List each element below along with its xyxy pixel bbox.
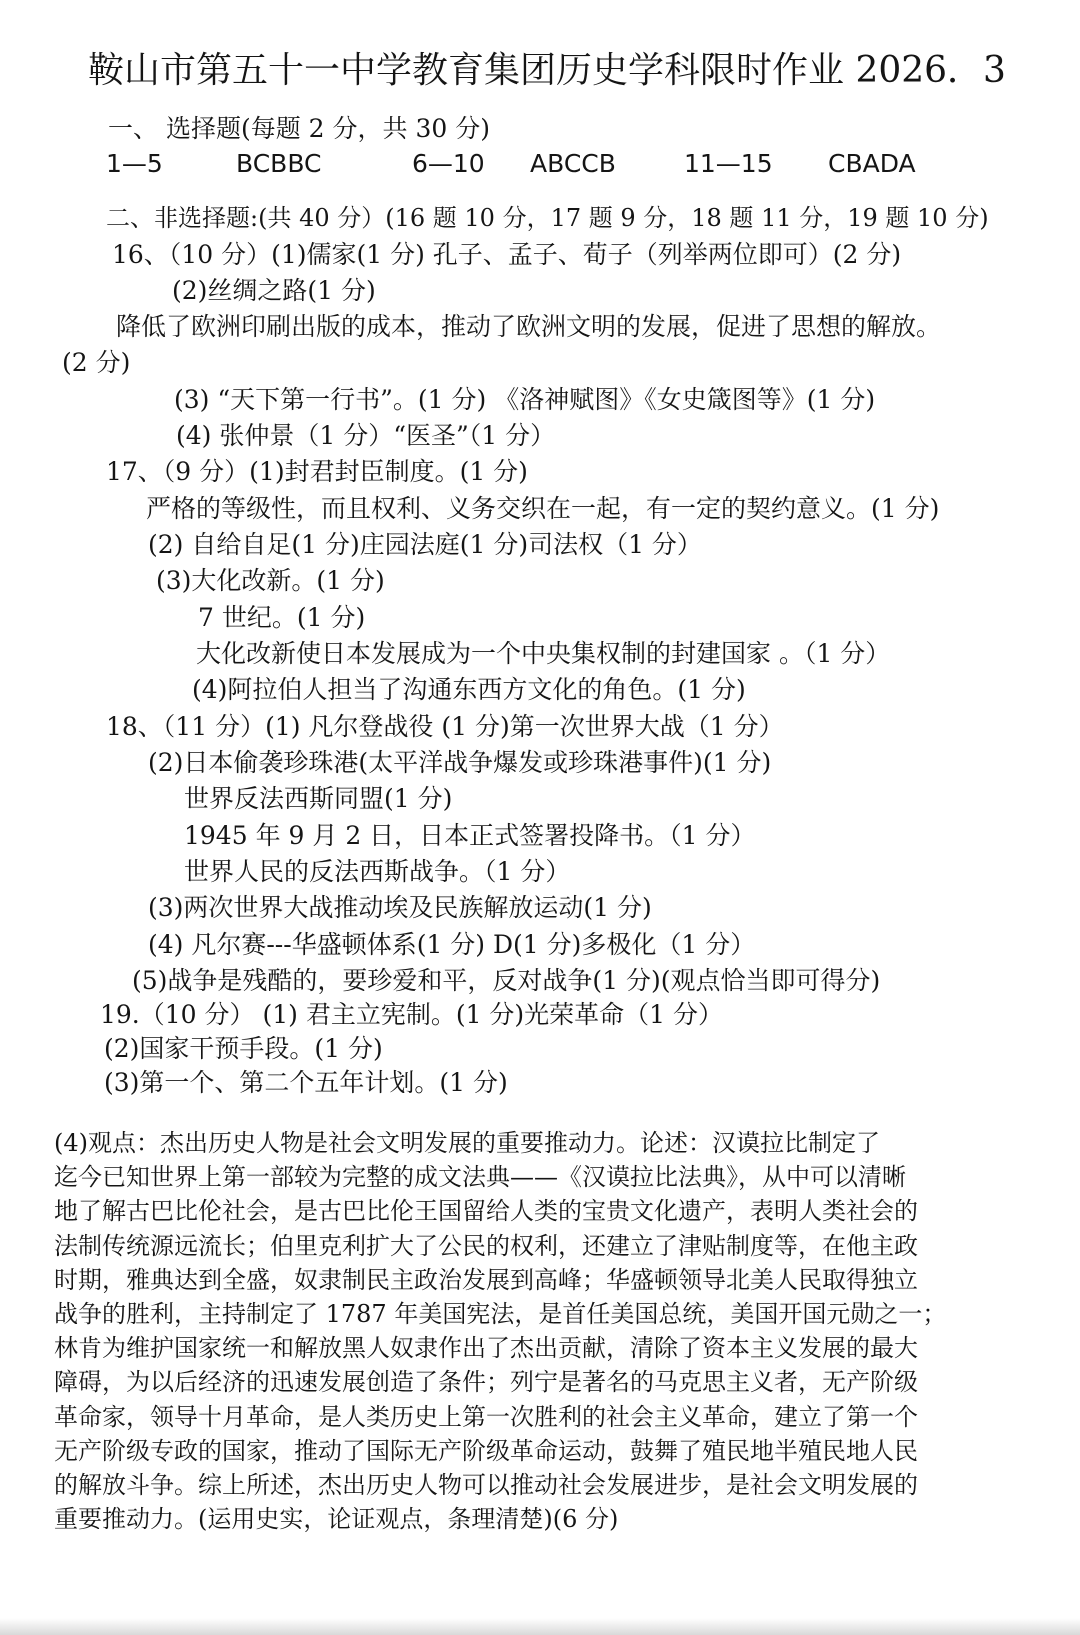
choice-key-1: BCBBC [236,149,322,178]
q16-line-6: (4) 张仲景（1 分）“医圣”（1 分） [176,421,556,450]
essay-line: 的解放斗争。综上所述，杰出历史人物可以推动社会发展进步，是社会文明发展的 [54,1471,918,1500]
q17-line-4: (3)大化改新。(1 分) [156,566,385,595]
q18-line-3: 世界反法西斯同盟(1 分) [184,784,453,813]
essay-line: (4)观点：杰出历史人物是社会文明发展的重要推动力。论述：汉谟拉比制定了 [54,1129,880,1157]
q17-line-3: (2) 自给自足(1 分)庄园法庭(1 分)司法权（1 分） [148,530,702,559]
q18-line-5: 世界人民的反法西斯战争。（1 分） [184,857,571,886]
section1-heading: 一、 选择题(每题 2 分，共 30 分) [108,114,490,143]
q17-line-2: 严格的等级性，而且权利、义务交织在一起，有一定的契约意义。(1 分) [146,494,940,523]
essay-line: 法制传统源远流长；伯里克利扩大了公民的权利，还建立了津贴制度等，在他主政 [54,1231,918,1260]
q16-line-5: (3) “天下第一行书”。(1 分) 《洛神赋图》《女史箴图等》(1 分) [174,385,876,414]
essay-line: 时期，雅典达到全盛，奴隶制民主政治发展到高峰；华盛顿领导北美人民取得独立 [54,1265,918,1294]
q18-line-4: 1945 年 9 月 2 日，日本正式签署投降书。（1 分） [184,821,756,850]
choice-range-3: 11—15 [684,149,773,178]
q16-line-3: 降低了欧洲印刷出版的成本，推动了欧洲文明的发展，促进了思想的解放。 [116,312,942,341]
q17-line-5: 7 世纪。(1 分) [198,603,366,632]
q19-essay-answer [54,1126,1029,1536]
q17-line-7: (4)阿拉伯人担当了沟通东西方文化的角色。(1 分) [192,675,746,704]
q19-line-3: (3)第一个、第二个五年计划。(1 分) [104,1068,508,1097]
q18-line-8: (5)战争是残酷的，要珍爱和平，反对战争(1 分)(观点恰当即可得分) [132,966,881,995]
essay-line: 战争的胜利，主持制定了 1787 年美国宪法，是首任美国总统，美国开国元勋之一； [54,1300,947,1329]
essay-line: 无产阶级专政的国家，推动了国际无产阶级革命运动，鼓舞了殖民地半殖民地人民 [54,1436,918,1465]
choice-range-1: 1—5 [106,149,163,178]
q19-line-1: 19.（10 分） (1) 君主立宪制。(1 分)光荣革命（1 分） [100,1000,724,1029]
q19-line-2: (2)国家干预手段。(1 分) [104,1034,383,1063]
essay-line: 迄今已知世界上第一部较为完整的成文法典——《汉谟拉比法典》，从中可以清晰 [54,1163,906,1192]
q16-line-4: (2 分) [62,348,131,377]
q17-line-6: 大化改新使日本发展成为一个中央集权制的封建国家 。（1 分） [196,639,891,668]
choice-range-2: 6—10 [412,149,485,178]
q17-line-1: 17、（9 分）(1)封君封臣制度。(1 分) [106,457,528,486]
q18-line-2: (2)日本偷袭珍珠港(太平洋战争爆发或珍珠港事件)(1 分) [148,748,772,777]
q16-line-2: (2)丝绸之路(1 分) [172,276,376,305]
essay-line: 重要推动力。(运用史实，论证观点，条理清楚)(6 分) [54,1505,619,1534]
q18-line-6: (3)两次世界大战推动埃及民族解放运动(1 分) [148,893,652,922]
essay-line: 革命家，领导十月革命，是人类历史上第一次胜利的社会主义革命，建立了第一个 [54,1402,918,1431]
q18-line-7: (4) 凡尔赛---华盛顿体系(1 分) D(1 分)多极化（1 分） [148,930,756,959]
page-bottom-edge [0,1618,1080,1635]
essay-line: 地了解古巴比伦社会，是古巴比伦王国留给人类的宝贵文化遗产，表明人类社会的 [54,1197,918,1226]
choice-key-3: CBADA [828,149,916,178]
choice-key-2: ABCCB [530,149,616,178]
q16-line-1: 16、（10 分）(1)儒家(1 分) 孔子、孟子、荀子（列举两位即可）(2 分) [112,240,902,269]
page-title: 鞍山市第五十一中学教育集团历史学科限时作业 2026．3 [88,50,1006,91]
q18-line-1: 18、（11 分）(1) 凡尔登战役 (1 分)第一次世界大战（1 分） [106,712,784,741]
section2-heading: 二、非选择题:(共 40 分）(16 题 10 分，17 题 9 分，18 题 11 分，19 题 10 分) [106,204,989,232]
essay-line: 障碍，为以后经济的迅速发展创造了条件；列宁是著名的马克思主义者，无产阶级 [54,1368,918,1397]
essay-line: 林肯为维护国家统一和解放黑人奴隶作出了杰出贡献，清除了资本主义发展的最大 [54,1334,918,1363]
